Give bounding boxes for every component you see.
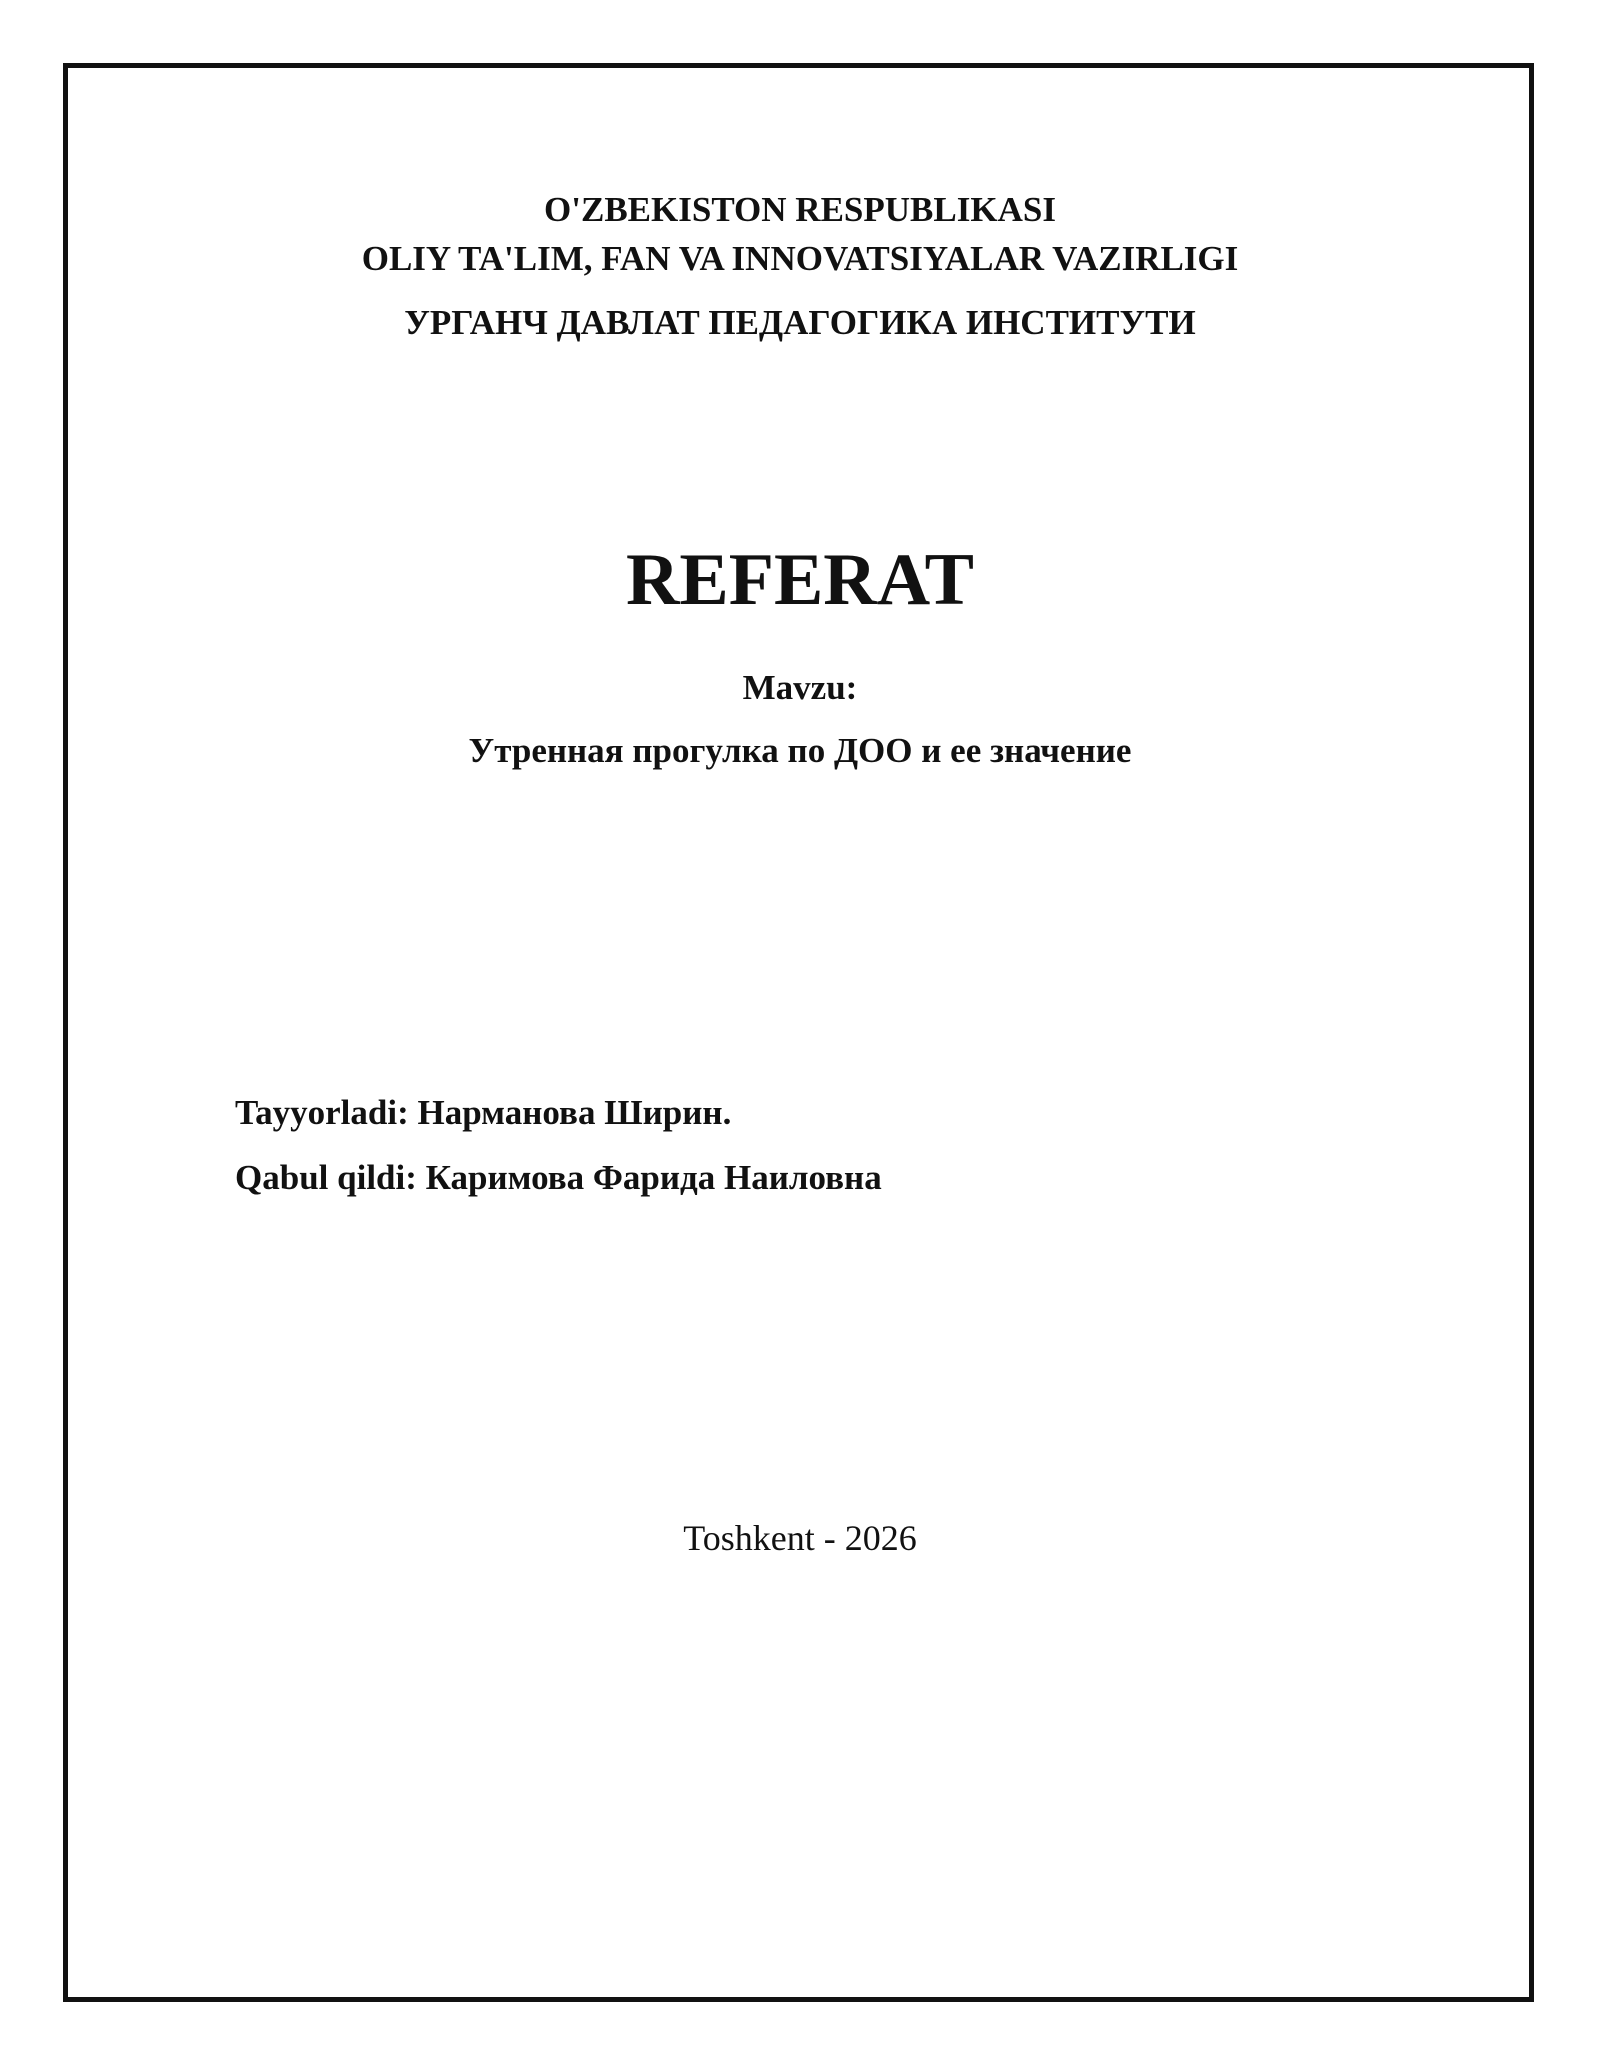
document-title: REFERAT [625, 539, 975, 621]
accepted-by-line: Qabul qildi: Каримова Фарида Наиловна [235, 1158, 882, 1197]
institute-heading: УРГАНЧ ДАВЛАТ ПЕДАГОГИКА ИНСТИТУТИ [404, 303, 1196, 342]
topic-text: Утренная прогулка по ДОО и ее значение [468, 731, 1132, 770]
page-border [63, 63, 1534, 2002]
ministry-heading: OLIY TA'LIM, FAN VA INNOVATSIYALAR VAZIRLIGI [361, 239, 1239, 278]
topic-label: Mavzu: [742, 668, 858, 707]
city-year-footer: Toshkent - 2026 [683, 1518, 917, 1558]
prepared-by-line: Tayyorladi: Нарманова Ширин. [235, 1093, 732, 1132]
country-heading: O'ZBEKISTON RESPUBLIKASI [544, 190, 1056, 229]
